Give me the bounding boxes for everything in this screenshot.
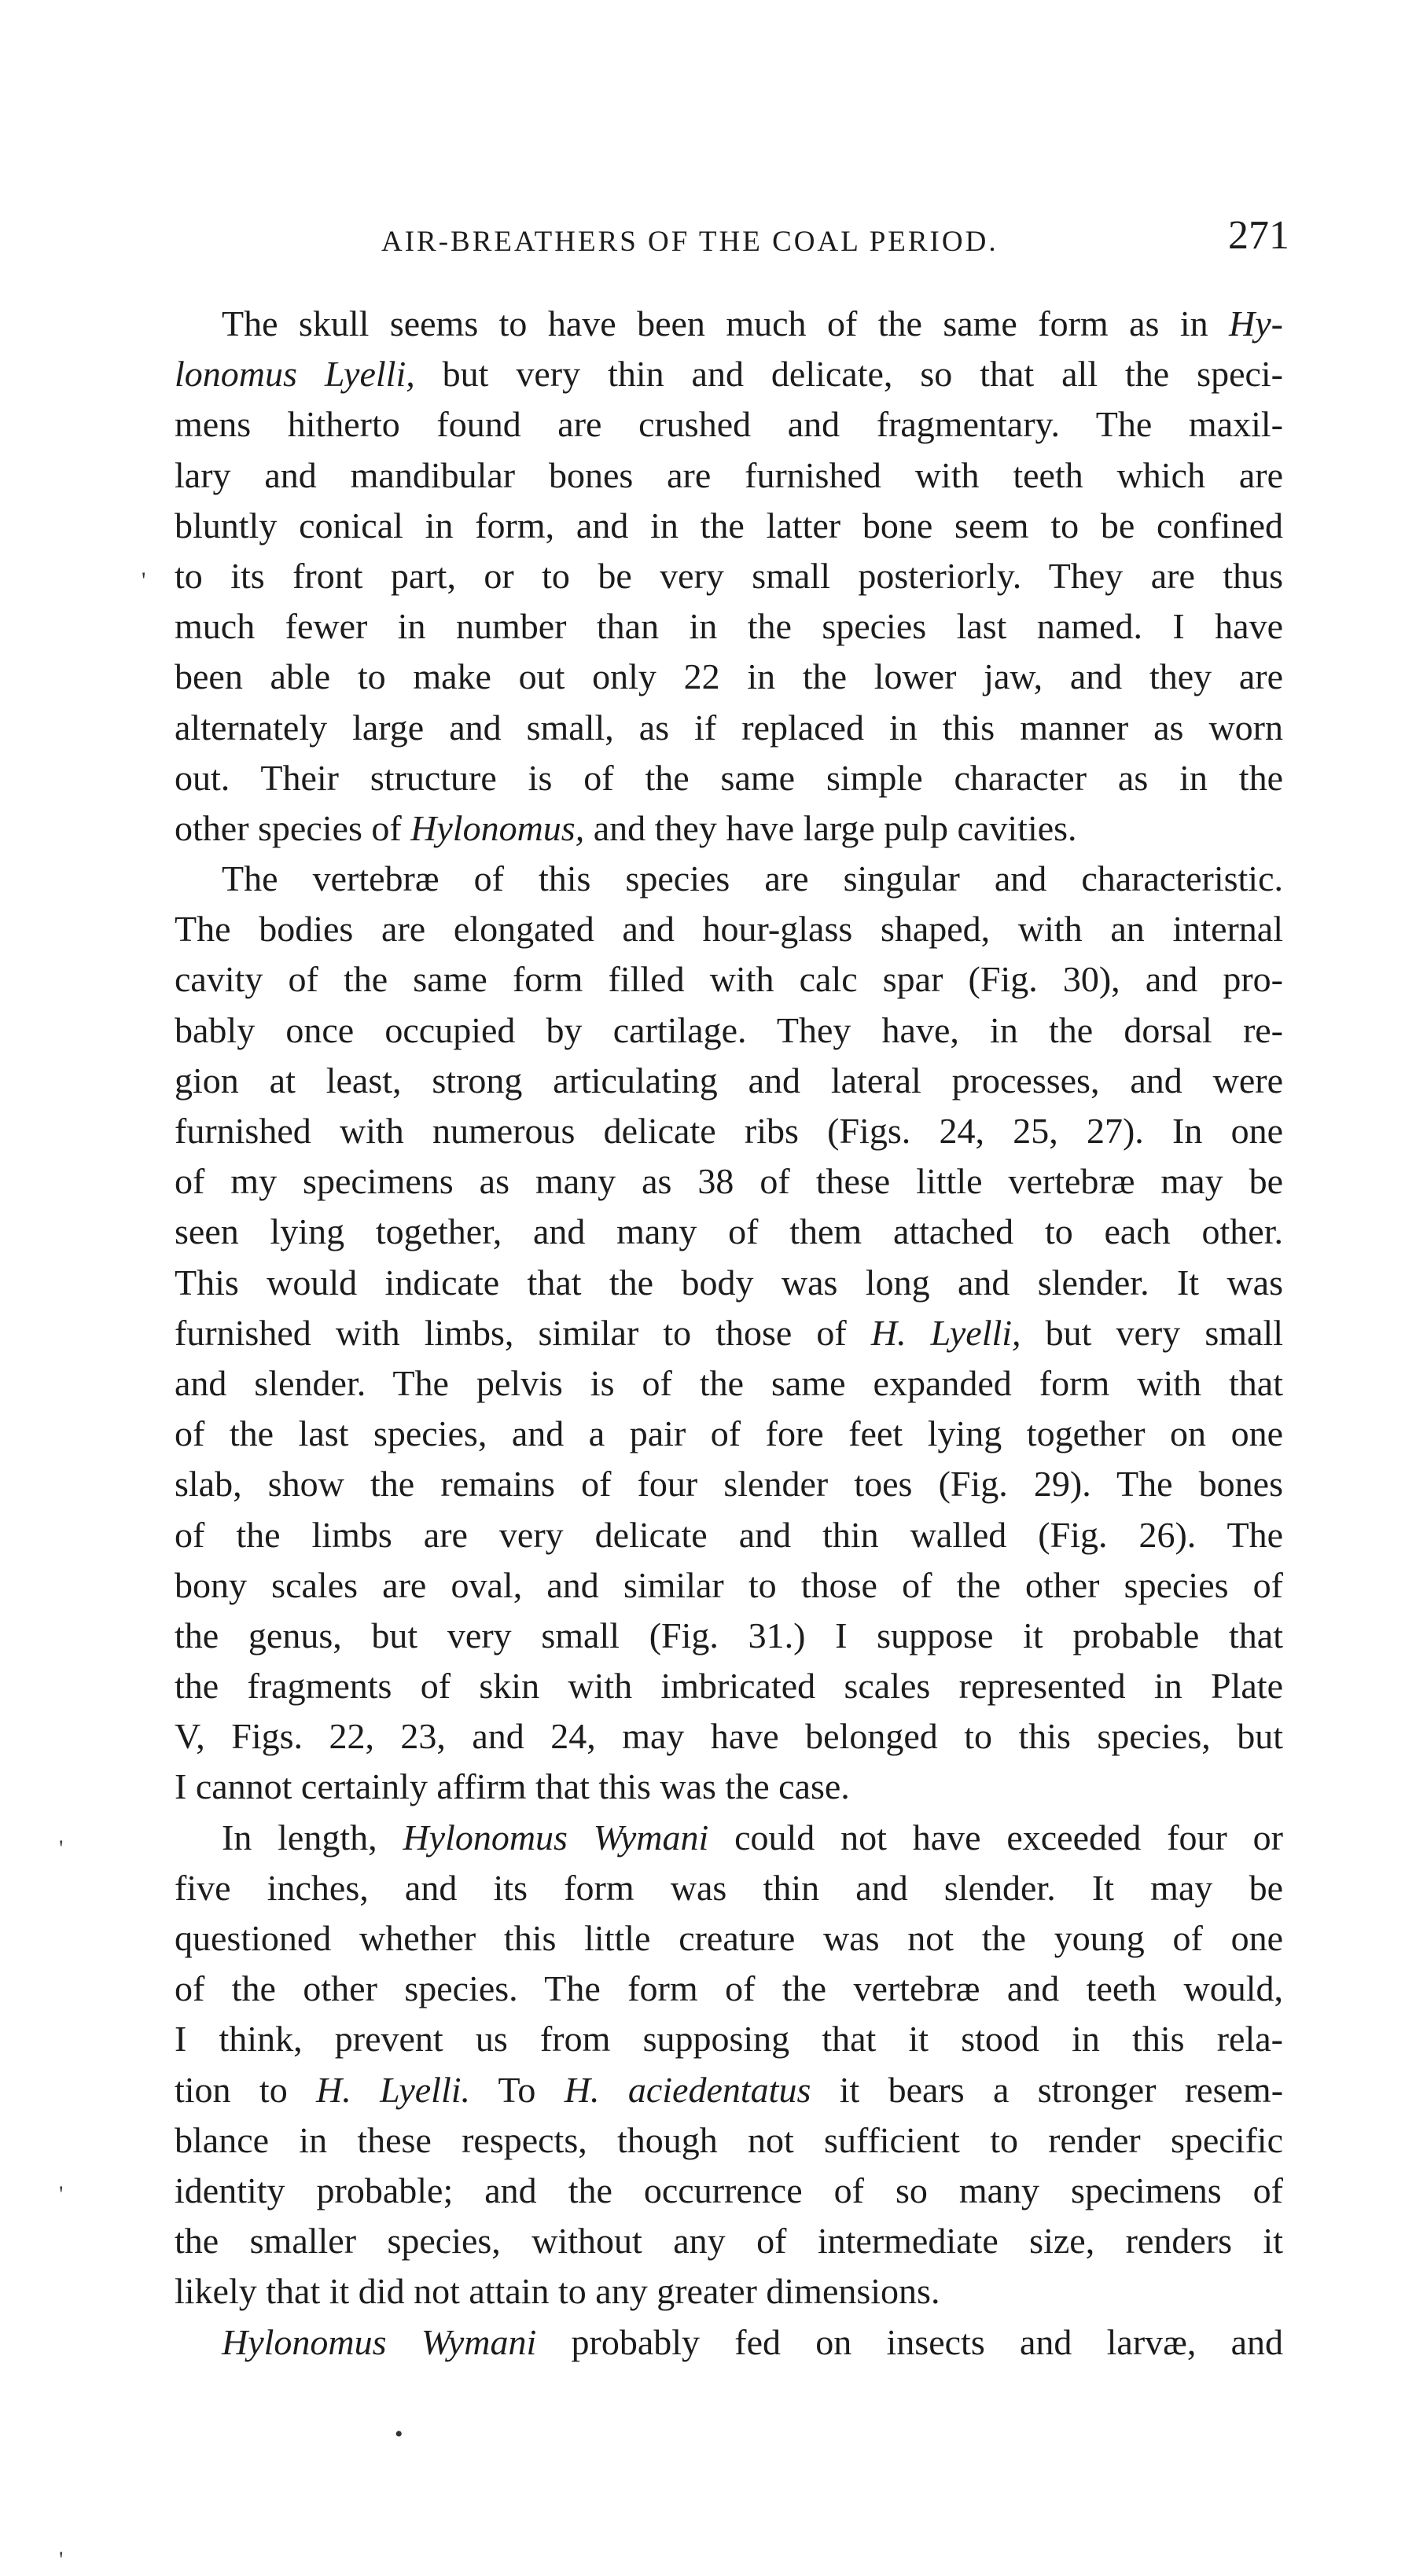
text-line: furnished with numerous delicate ribs (Figs. 24, 25, 27). In one [175, 1111, 1283, 1151]
text-line: alternately large and small, as if replaced in this manner as worn [175, 707, 1283, 748]
text-line: the genus, but very small (Fig. 31.) I suppose it probable that [175, 1615, 1283, 1655]
text-line: likely that it did not attain to any greater dimensions. [175, 2271, 940, 2312]
italic-name: Hy- [1229, 303, 1283, 344]
text-line: to its front part, or to be very small posteriorly. They are thus [175, 555, 1283, 596]
italic-name: lonomus Lyelli, [175, 354, 415, 395]
paragraph [175, 1813, 1283, 2317]
italic-name: H. Lyelli, [870, 1312, 1021, 1353]
margin-mark: ' [59, 2181, 64, 2207]
text-line: identity probable; and the occurrence of so many specimens of [175, 2170, 1283, 2210]
italic-name: Hylonomus Wymani [222, 2321, 537, 2362]
page-header [173, 212, 1289, 259]
text-line: the fragments of skin with imbricated scales represented in Plate [175, 1666, 1283, 1707]
text-line: This would indicate that the body was long and slender. It was [175, 1262, 1283, 1303]
text-line: bluntly conical in form, and in the latter bone seem to be confined [175, 505, 1283, 546]
text-line: seen lying together, and many of them attached to each other. [175, 1211, 1283, 1252]
running-title: AIR-BREATHERS OF THE COAL PERIOD. [381, 226, 999, 258]
text-line: tion to H. Lyelli. To H. aciedentatus it bears a stronger resem- [175, 2069, 1284, 2110]
text-line: Hylonomus Wymani probably fed on insects and larvæ, and [222, 2321, 1283, 2362]
margin-mark: ' [59, 2547, 64, 2573]
text-line: questioned whether this little creature was not the young of one [175, 1918, 1283, 1958]
paragraph [175, 299, 1283, 854]
text-line: of the limbs are very delicate and thin walled (Fig. 26). The [175, 1514, 1283, 1555]
margin-mark: ' [142, 568, 146, 593]
text-line: been able to make out only 22 in the lower jaw, and they are [175, 656, 1283, 697]
text-line: and slender. The pelvis is of the same expanded form with that [175, 1362, 1283, 1403]
text-line: gion at least, strong articulating and lateral processes, and were [175, 1060, 1283, 1101]
page-number: 271 [1228, 213, 1289, 258]
text-line: much fewer in number than in the species last named. I have [175, 606, 1283, 647]
margin-mark: • [395, 2421, 403, 2447]
text-line: The vertebræ of this species are singular and characteristic. [222, 858, 1283, 899]
text-line: five inches, and its form was thin and slender. It may be [175, 1867, 1283, 1908]
text-line: mens hitherto found are crushed and fragmentary. The maxil- [175, 404, 1283, 445]
text-line: slab, show the remains of four slender toes (Fig. 29). The bones [175, 1464, 1283, 1505]
text-line: blance in these respects, though not sufficient to render specific [175, 2119, 1283, 2160]
text-line: bably once occupied by cartilage. They have, in the dorsal re- [175, 1009, 1283, 1050]
text-line: furnished with limbs, similar to those of H. Lyelli, but very small [175, 1312, 1283, 1353]
text-line: the smaller species, without any of intermediate size, renders it [175, 2221, 1283, 2262]
text-line: I cannot certainly affirm that this was the case. [175, 1766, 850, 1807]
italic-name: Hylonomus, [410, 807, 585, 848]
text-line: of the other species. The form of the vertebræ and teeth would, [175, 1968, 1283, 2009]
text-line: bony scales are oval, and similar to those of the other species of [175, 1564, 1283, 1605]
text-line: The bodies are elongated and hour-glass shaped, with an internal [175, 909, 1283, 950]
text-line: of the last species, and a pair of fore feet lying together on one [175, 1413, 1283, 1454]
text-line: In length, Hylonomus Wymani could not have exceeded four or [222, 1817, 1284, 1858]
text-line: of my specimens as many as 38 of these little vertebræ may be [175, 1161, 1283, 1202]
paragraph [175, 2317, 1283, 2368]
body-text [175, 299, 1283, 2368]
text-line: I think, prevent us from supposing that it stood in this rela- [175, 2019, 1283, 2060]
text-line: out. Their structure is of the same simple character as in the [175, 757, 1283, 798]
text-line: lary and mandibular bones are furnished with teeth which are [175, 454, 1283, 495]
text-line: other species of Hylonomus, and they have large pulp cavities. [175, 807, 1077, 848]
text-line: cavity of the same form filled with calc spar (Fig. 30), and pro- [175, 959, 1283, 1000]
italic-name: H. aciedentatus [564, 2069, 811, 2110]
text-line: V, Figs. 22, 23, and 24, may have belonged to this species, but [175, 1716, 1283, 1757]
italic-name: H. Lyelli. [316, 2069, 471, 2110]
text-line: The skull seems to have been much of the same form as in Hy- [222, 303, 1283, 344]
italic-name: Hylonomus Wymani [403, 1817, 709, 1858]
paragraph [175, 854, 1283, 1813]
margin-mark: ' [59, 1836, 64, 1861]
text-line: lonomus Lyelli, but very thin and delicate, so that all the speci- [175, 354, 1283, 395]
